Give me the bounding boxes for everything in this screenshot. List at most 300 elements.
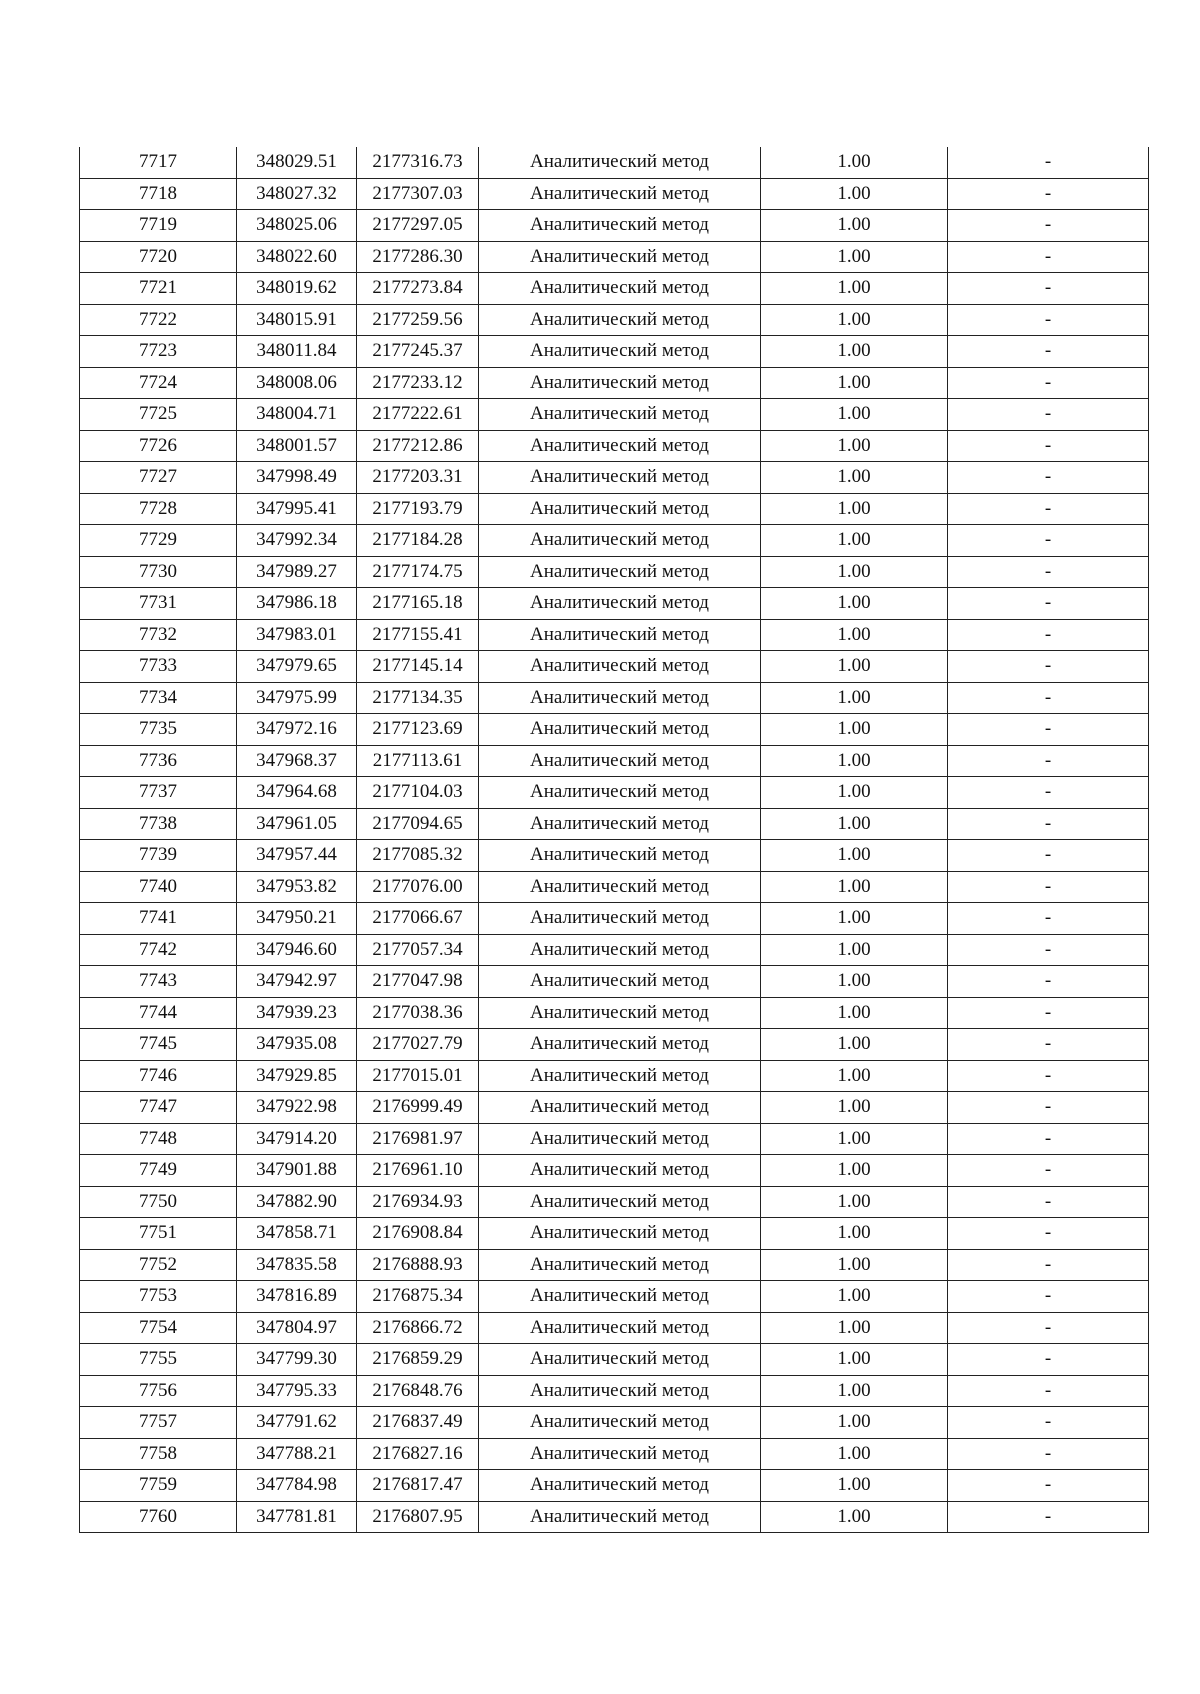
- accuracy-cell: 1.00: [761, 556, 948, 588]
- method-cell: Аналитический метод: [479, 588, 761, 620]
- note-cell: -: [948, 399, 1149, 431]
- point-number-cell: 7748: [80, 1123, 237, 1155]
- point-number-cell: 7751: [80, 1218, 237, 1250]
- x-coordinate-cell: 347804.97: [237, 1312, 357, 1344]
- note-cell: -: [948, 556, 1149, 588]
- x-coordinate-cell: 348001.57: [237, 430, 357, 462]
- point-number-cell: 7752: [80, 1249, 237, 1281]
- x-coordinate-cell: 347950.21: [237, 903, 357, 935]
- accuracy-cell: 1.00: [761, 336, 948, 368]
- method-cell: Аналитический метод: [479, 1407, 761, 1439]
- x-coordinate-cell: 347979.65: [237, 651, 357, 683]
- x-coordinate-cell: 347788.21: [237, 1438, 357, 1470]
- x-coordinate-cell: 348015.91: [237, 304, 357, 336]
- note-cell: -: [948, 619, 1149, 651]
- accuracy-cell: 1.00: [761, 745, 948, 777]
- y-coordinate-cell: 2176908.84: [357, 1218, 479, 1250]
- x-coordinate-cell: 347795.33: [237, 1375, 357, 1407]
- x-coordinate-cell: 348004.71: [237, 399, 357, 431]
- point-number-cell: 7760: [80, 1501, 237, 1533]
- note-cell: -: [948, 1375, 1149, 1407]
- point-number-cell: 7754: [80, 1312, 237, 1344]
- method-cell: Аналитический метод: [479, 934, 761, 966]
- x-coordinate-cell: 347882.90: [237, 1186, 357, 1218]
- y-coordinate-cell: 2177286.30: [357, 241, 479, 273]
- note-cell: -: [948, 178, 1149, 210]
- accuracy-cell: 1.00: [761, 1344, 948, 1376]
- accuracy-cell: 1.00: [761, 462, 948, 494]
- table-row: [80, 997, 1149, 1029]
- table-row: [80, 1281, 1149, 1313]
- point-number-cell: 7757: [80, 1407, 237, 1439]
- y-coordinate-cell: 2177233.12: [357, 367, 479, 399]
- y-coordinate-cell: 2177297.05: [357, 210, 479, 242]
- x-coordinate-cell: 348022.60: [237, 241, 357, 273]
- method-cell: Аналитический метод: [479, 1344, 761, 1376]
- accuracy-cell: 1.00: [761, 178, 948, 210]
- note-cell: -: [948, 808, 1149, 840]
- note-cell: -: [948, 1344, 1149, 1376]
- point-number-cell: 7753: [80, 1281, 237, 1313]
- method-cell: Аналитический метод: [479, 336, 761, 368]
- point-number-cell: 7718: [80, 178, 237, 210]
- note-cell: -: [948, 1438, 1149, 1470]
- x-coordinate-cell: 347975.99: [237, 682, 357, 714]
- point-number-cell: 7739: [80, 840, 237, 872]
- y-coordinate-cell: 2176888.93: [357, 1249, 479, 1281]
- accuracy-cell: 1.00: [761, 651, 948, 683]
- y-coordinate-cell: 2177094.65: [357, 808, 479, 840]
- x-coordinate-cell: 347799.30: [237, 1344, 357, 1376]
- method-cell: Аналитический метод: [479, 556, 761, 588]
- table-row: [80, 1375, 1149, 1407]
- x-coordinate-cell: 347972.16: [237, 714, 357, 746]
- note-cell: -: [948, 903, 1149, 935]
- table-row: [80, 210, 1149, 242]
- point-number-cell: 7723: [80, 336, 237, 368]
- table-row: [80, 840, 1149, 872]
- point-number-cell: 7732: [80, 619, 237, 651]
- accuracy-cell: 1.00: [761, 399, 948, 431]
- method-cell: Аналитический метод: [479, 871, 761, 903]
- table-row: [80, 430, 1149, 462]
- note-cell: -: [948, 997, 1149, 1029]
- table-row: [80, 304, 1149, 336]
- y-coordinate-cell: 2177273.84: [357, 273, 479, 305]
- x-coordinate-cell: 347992.34: [237, 525, 357, 557]
- method-cell: Аналитический метод: [479, 1249, 761, 1281]
- note-cell: -: [948, 1470, 1149, 1502]
- method-cell: Аналитический метод: [479, 1186, 761, 1218]
- table-row: [80, 588, 1149, 620]
- table-row: [80, 525, 1149, 557]
- point-number-cell: 7727: [80, 462, 237, 494]
- y-coordinate-cell: 2177066.67: [357, 903, 479, 935]
- accuracy-cell: 1.00: [761, 430, 948, 462]
- accuracy-cell: 1.00: [761, 1155, 948, 1187]
- table-row: [80, 808, 1149, 840]
- table-row: [80, 1060, 1149, 1092]
- y-coordinate-cell: 2177085.32: [357, 840, 479, 872]
- method-cell: Аналитический метод: [479, 1123, 761, 1155]
- table-row: [80, 1186, 1149, 1218]
- point-number-cell: 7750: [80, 1186, 237, 1218]
- point-number-cell: 7742: [80, 934, 237, 966]
- method-cell: Аналитический метод: [479, 808, 761, 840]
- table-row: [80, 1438, 1149, 1470]
- accuracy-cell: 1.00: [761, 1470, 948, 1502]
- table-row: [80, 1218, 1149, 1250]
- table-row: [80, 682, 1149, 714]
- note-cell: -: [948, 1249, 1149, 1281]
- point-number-cell: 7744: [80, 997, 237, 1029]
- note-cell: -: [948, 1029, 1149, 1061]
- y-coordinate-cell: 2176848.76: [357, 1375, 479, 1407]
- point-number-cell: 7726: [80, 430, 237, 462]
- x-coordinate-cell: 347781.81: [237, 1501, 357, 1533]
- y-coordinate-cell: 2177174.75: [357, 556, 479, 588]
- table-row: [80, 147, 1149, 178]
- table-row: [80, 1123, 1149, 1155]
- method-cell: Аналитический метод: [479, 462, 761, 494]
- table-row: [80, 1092, 1149, 1124]
- note-cell: -: [948, 651, 1149, 683]
- table-row: [80, 1501, 1149, 1533]
- point-number-cell: 7717: [80, 147, 237, 178]
- x-coordinate-cell: 347983.01: [237, 619, 357, 651]
- y-coordinate-cell: 2177076.00: [357, 871, 479, 903]
- x-coordinate-cell: 347989.27: [237, 556, 357, 588]
- table-row: [80, 556, 1149, 588]
- point-number-cell: 7743: [80, 966, 237, 998]
- method-cell: Аналитический метод: [479, 619, 761, 651]
- accuracy-cell: 1.00: [761, 1060, 948, 1092]
- method-cell: Аналитический метод: [479, 1470, 761, 1502]
- note-cell: -: [948, 1186, 1149, 1218]
- accuracy-cell: 1.00: [761, 966, 948, 998]
- y-coordinate-cell: 2176934.93: [357, 1186, 479, 1218]
- method-cell: Аналитический метод: [479, 714, 761, 746]
- accuracy-cell: 1.00: [761, 273, 948, 305]
- method-cell: Аналитический метод: [479, 1501, 761, 1533]
- table-row: [80, 178, 1149, 210]
- accuracy-cell: 1.00: [761, 1029, 948, 1061]
- note-cell: -: [948, 304, 1149, 336]
- method-cell: Аналитический метод: [479, 304, 761, 336]
- point-number-cell: 7721: [80, 273, 237, 305]
- table-row: [80, 966, 1149, 998]
- accuracy-cell: 1.00: [761, 525, 948, 557]
- note-cell: -: [948, 777, 1149, 809]
- x-coordinate-cell: 347942.97: [237, 966, 357, 998]
- note-cell: -: [948, 273, 1149, 305]
- method-cell: Аналитический метод: [479, 493, 761, 525]
- y-coordinate-cell: 2177113.61: [357, 745, 479, 777]
- y-coordinate-cell: 2177027.79: [357, 1029, 479, 1061]
- note-cell: -: [948, 1060, 1149, 1092]
- point-number-cell: 7722: [80, 304, 237, 336]
- method-cell: Аналитический метод: [479, 399, 761, 431]
- y-coordinate-cell: 2176961.10: [357, 1155, 479, 1187]
- y-coordinate-cell: 2176807.95: [357, 1501, 479, 1533]
- accuracy-cell: 1.00: [761, 241, 948, 273]
- y-coordinate-cell: 2177047.98: [357, 966, 479, 998]
- point-number-cell: 7725: [80, 399, 237, 431]
- accuracy-cell: 1.00: [761, 903, 948, 935]
- table-row: [80, 903, 1149, 935]
- x-coordinate-cell: 348008.06: [237, 367, 357, 399]
- y-coordinate-cell: 2177307.03: [357, 178, 479, 210]
- table-row: [80, 367, 1149, 399]
- table-row: [80, 241, 1149, 273]
- method-cell: Аналитический метод: [479, 1438, 761, 1470]
- table-row: [80, 273, 1149, 305]
- accuracy-cell: 1.00: [761, 367, 948, 399]
- x-coordinate-cell: 347986.18: [237, 588, 357, 620]
- method-cell: Аналитический метод: [479, 651, 761, 683]
- accuracy-cell: 1.00: [761, 840, 948, 872]
- y-coordinate-cell: 2177259.56: [357, 304, 479, 336]
- note-cell: -: [948, 367, 1149, 399]
- x-coordinate-cell: 347957.44: [237, 840, 357, 872]
- method-cell: Аналитический метод: [479, 903, 761, 935]
- method-cell: Аналитический метод: [479, 525, 761, 557]
- y-coordinate-cell: 2177203.31: [357, 462, 479, 494]
- point-number-cell: 7719: [80, 210, 237, 242]
- method-cell: Аналитический метод: [479, 273, 761, 305]
- x-coordinate-cell: 347929.85: [237, 1060, 357, 1092]
- point-number-cell: 7758: [80, 1438, 237, 1470]
- table-row: [80, 871, 1149, 903]
- y-coordinate-cell: 2177145.14: [357, 651, 479, 683]
- y-coordinate-cell: 2177165.18: [357, 588, 479, 620]
- y-coordinate-cell: 2176866.72: [357, 1312, 479, 1344]
- x-coordinate-cell: 347858.71: [237, 1218, 357, 1250]
- y-coordinate-cell: 2177316.73: [357, 147, 479, 178]
- accuracy-cell: 1.00: [761, 808, 948, 840]
- y-coordinate-cell: 2177155.41: [357, 619, 479, 651]
- table-row: [80, 619, 1149, 651]
- x-coordinate-cell: 347946.60: [237, 934, 357, 966]
- note-cell: -: [948, 147, 1149, 178]
- note-cell: -: [948, 462, 1149, 494]
- y-coordinate-cell: 2176817.47: [357, 1470, 479, 1502]
- accuracy-cell: 1.00: [761, 777, 948, 809]
- point-number-cell: 7720: [80, 241, 237, 273]
- note-cell: -: [948, 1218, 1149, 1250]
- note-cell: -: [948, 210, 1149, 242]
- point-number-cell: 7737: [80, 777, 237, 809]
- method-cell: Аналитический метод: [479, 1375, 761, 1407]
- x-coordinate-cell: 348011.84: [237, 336, 357, 368]
- accuracy-cell: 1.00: [761, 1312, 948, 1344]
- accuracy-cell: 1.00: [761, 934, 948, 966]
- table-row: [80, 1029, 1149, 1061]
- x-coordinate-cell: 347953.82: [237, 871, 357, 903]
- method-cell: Аналитический метод: [479, 1312, 761, 1344]
- point-number-cell: 7755: [80, 1344, 237, 1376]
- accuracy-cell: 1.00: [761, 210, 948, 242]
- note-cell: -: [948, 682, 1149, 714]
- method-cell: Аналитический метод: [479, 777, 761, 809]
- accuracy-cell: 1.00: [761, 1123, 948, 1155]
- method-cell: Аналитический метод: [479, 840, 761, 872]
- y-coordinate-cell: 2176827.16: [357, 1438, 479, 1470]
- x-coordinate-cell: 347835.58: [237, 1249, 357, 1281]
- table-row: [80, 934, 1149, 966]
- method-cell: Аналитический метод: [479, 997, 761, 1029]
- accuracy-cell: 1.00: [761, 147, 948, 178]
- method-cell: Аналитический метод: [479, 745, 761, 777]
- y-coordinate-cell: 2177134.35: [357, 682, 479, 714]
- note-cell: -: [948, 1281, 1149, 1313]
- x-coordinate-cell: 347939.23: [237, 997, 357, 1029]
- note-cell: -: [948, 1312, 1149, 1344]
- table-row: [80, 493, 1149, 525]
- x-coordinate-cell: 347998.49: [237, 462, 357, 494]
- note-cell: -: [948, 934, 1149, 966]
- note-cell: -: [948, 1092, 1149, 1124]
- note-cell: -: [948, 588, 1149, 620]
- coordinates-table: [79, 147, 1149, 1533]
- table-row: [80, 1249, 1149, 1281]
- note-cell: -: [948, 336, 1149, 368]
- note-cell: -: [948, 1407, 1149, 1439]
- table-row: [80, 1470, 1149, 1502]
- accuracy-cell: 1.00: [761, 1249, 948, 1281]
- note-cell: -: [948, 745, 1149, 777]
- x-coordinate-cell: 348019.62: [237, 273, 357, 305]
- y-coordinate-cell: 2176837.49: [357, 1407, 479, 1439]
- accuracy-cell: 1.00: [761, 1186, 948, 1218]
- x-coordinate-cell: 347816.89: [237, 1281, 357, 1313]
- note-cell: -: [948, 1123, 1149, 1155]
- table-row: [80, 336, 1149, 368]
- x-coordinate-cell: 347784.98: [237, 1470, 357, 1502]
- table-row: [80, 651, 1149, 683]
- x-coordinate-cell: 348027.32: [237, 178, 357, 210]
- point-number-cell: 7733: [80, 651, 237, 683]
- method-cell: Аналитический метод: [479, 147, 761, 178]
- point-number-cell: 7730: [80, 556, 237, 588]
- method-cell: Аналитический метод: [479, 966, 761, 998]
- y-coordinate-cell: 2176859.29: [357, 1344, 479, 1376]
- method-cell: Аналитический метод: [479, 1155, 761, 1187]
- accuracy-cell: 1.00: [761, 1281, 948, 1313]
- accuracy-cell: 1.00: [761, 997, 948, 1029]
- x-coordinate-cell: 347914.20: [237, 1123, 357, 1155]
- accuracy-cell: 1.00: [761, 1438, 948, 1470]
- accuracy-cell: 1.00: [761, 871, 948, 903]
- y-coordinate-cell: 2177123.69: [357, 714, 479, 746]
- y-coordinate-cell: 2177057.34: [357, 934, 479, 966]
- note-cell: -: [948, 241, 1149, 273]
- y-coordinate-cell: 2177193.79: [357, 493, 479, 525]
- point-number-cell: 7749: [80, 1155, 237, 1187]
- y-coordinate-cell: 2177015.01: [357, 1060, 479, 1092]
- method-cell: Аналитический метод: [479, 1092, 761, 1124]
- x-coordinate-cell: 347995.41: [237, 493, 357, 525]
- y-coordinate-cell: 2177222.61: [357, 399, 479, 431]
- x-coordinate-cell: 348025.06: [237, 210, 357, 242]
- accuracy-cell: 1.00: [761, 493, 948, 525]
- y-coordinate-cell: 2177245.37: [357, 336, 479, 368]
- table-row: [80, 714, 1149, 746]
- table-row: [80, 745, 1149, 777]
- note-cell: -: [948, 430, 1149, 462]
- method-cell: Аналитический метод: [479, 241, 761, 273]
- note-cell: -: [948, 1155, 1149, 1187]
- point-number-cell: 7745: [80, 1029, 237, 1061]
- point-number-cell: 7738: [80, 808, 237, 840]
- note-cell: -: [948, 493, 1149, 525]
- accuracy-cell: 1.00: [761, 714, 948, 746]
- note-cell: -: [948, 840, 1149, 872]
- table-row: [80, 462, 1149, 494]
- point-number-cell: 7759: [80, 1470, 237, 1502]
- method-cell: Аналитический метод: [479, 1218, 761, 1250]
- point-number-cell: 7734: [80, 682, 237, 714]
- note-cell: -: [948, 1501, 1149, 1533]
- method-cell: Аналитический метод: [479, 682, 761, 714]
- note-cell: -: [948, 525, 1149, 557]
- point-number-cell: 7729: [80, 525, 237, 557]
- accuracy-cell: 1.00: [761, 1375, 948, 1407]
- point-number-cell: 7741: [80, 903, 237, 935]
- point-number-cell: 7724: [80, 367, 237, 399]
- table-row: [80, 777, 1149, 809]
- y-coordinate-cell: 2177104.03: [357, 777, 479, 809]
- point-number-cell: 7728: [80, 493, 237, 525]
- x-coordinate-cell: 347791.62: [237, 1407, 357, 1439]
- method-cell: Аналитический метод: [479, 367, 761, 399]
- point-number-cell: 7735: [80, 714, 237, 746]
- note-cell: -: [948, 966, 1149, 998]
- method-cell: Аналитический метод: [479, 1060, 761, 1092]
- y-coordinate-cell: 2176999.49: [357, 1092, 479, 1124]
- x-coordinate-cell: 347922.98: [237, 1092, 357, 1124]
- table-row: [80, 1344, 1149, 1376]
- table-row: [80, 1312, 1149, 1344]
- x-coordinate-cell: 347964.68: [237, 777, 357, 809]
- x-coordinate-cell: 348029.51: [237, 147, 357, 178]
- method-cell: Аналитический метод: [479, 1281, 761, 1313]
- point-number-cell: 7731: [80, 588, 237, 620]
- accuracy-cell: 1.00: [761, 588, 948, 620]
- y-coordinate-cell: 2177184.28: [357, 525, 479, 557]
- x-coordinate-cell: 347961.05: [237, 808, 357, 840]
- point-number-cell: 7746: [80, 1060, 237, 1092]
- point-number-cell: 7756: [80, 1375, 237, 1407]
- table-row: [80, 1155, 1149, 1187]
- y-coordinate-cell: 2177212.86: [357, 430, 479, 462]
- x-coordinate-cell: 347968.37: [237, 745, 357, 777]
- method-cell: Аналитический метод: [479, 430, 761, 462]
- accuracy-cell: 1.00: [761, 619, 948, 651]
- y-coordinate-cell: 2176875.34: [357, 1281, 479, 1313]
- y-coordinate-cell: 2176981.97: [357, 1123, 479, 1155]
- coordinates-table-body: [80, 147, 1149, 1533]
- table-row: [80, 1407, 1149, 1439]
- method-cell: Аналитический метод: [479, 178, 761, 210]
- table-row: [80, 399, 1149, 431]
- method-cell: Аналитический метод: [479, 1029, 761, 1061]
- x-coordinate-cell: 347901.88: [237, 1155, 357, 1187]
- accuracy-cell: 1.00: [761, 304, 948, 336]
- x-coordinate-cell: 347935.08: [237, 1029, 357, 1061]
- accuracy-cell: 1.00: [761, 1218, 948, 1250]
- note-cell: -: [948, 871, 1149, 903]
